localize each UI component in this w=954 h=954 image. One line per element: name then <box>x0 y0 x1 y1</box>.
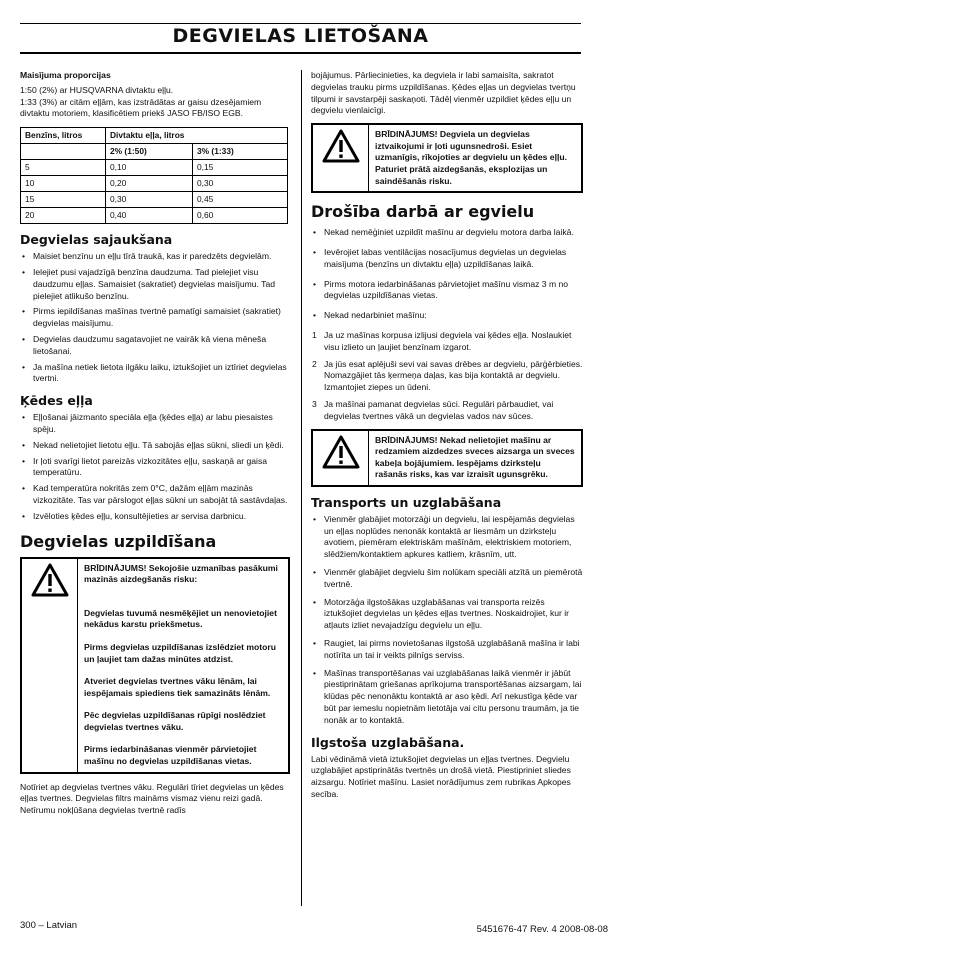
mixing-heading: Degvielas sajaukšana <box>20 232 173 248</box>
right-column <box>311 70 583 804</box>
page-title: DEGVIELAS LIETOŠANA <box>172 25 429 47</box>
table-cell: 5 <box>21 160 106 176</box>
list-item: • Izvēloties ķēdes eļļu, konsultējieties ar servisa darbnicu. <box>20 511 290 523</box>
table-row <box>21 176 288 192</box>
title-rule-bottom <box>20 52 581 54</box>
transport-list <box>311 514 583 727</box>
list-item: 1 Ja uz mašīnas korpusa izlijusi degviela vai ķēdes eļļa. Noslaukiet visu izlieto un ļaujiet benzīnam izgarot. <box>312 329 572 352</box>
table-cell: 0,60 <box>193 208 288 224</box>
list-item: 3 Ja mašīnai pamanat degvielas sūci. Regulāri pārbaudiet, vai degvielas tvertnes vākā un degvielas vados nav sūces. <box>312 398 554 421</box>
title-rule-top <box>20 23 581 24</box>
table-cell: 0,15 <box>193 160 288 176</box>
left-column <box>20 70 290 820</box>
mix-ratio-2pct: 1:50 (2%) ar HUSQVARNA divtaktu eļļu. <box>20 84 174 95</box>
long-term-storage-heading: Ilgstoša uzglabāšana. <box>311 734 465 750</box>
list-item: • Maisiet benzīnu un eļļu tīrā traukā, kas ir paredzēts degvielām. <box>20 251 290 263</box>
list-item: • Pirms motora iedarbināšanas pārvietojiet mašīnu vismaz 3 m no degvielas uzpildīšanas vietas. <box>311 279 583 303</box>
warning-text: Pirms iedarbināšanas vienmēr pārvietojiet mašīnu no degvielas uzpildīšanas vietas. <box>84 744 257 767</box>
table-cell: 0,30 <box>106 192 193 208</box>
table-cell: 0,20 <box>106 176 193 192</box>
fuel-safety-list <box>311 227 583 322</box>
table-row <box>21 208 288 224</box>
warning-triangle-icon <box>22 559 77 772</box>
warning-text: Pirms degvielas uzpildīšanas izslēdziet motoru un ļaujiet tam dažas minūtes atdzist. <box>84 641 276 664</box>
table-header-2pct: 2% (1:50) <box>106 144 193 160</box>
warning-text: Degvielas tuvumā nesmēķējiet un nenovietojiet nekādus karstu priekšmetus. <box>84 607 277 630</box>
fueling-warning-box <box>20 557 290 774</box>
transport-heading: Transports un uzglabāšana <box>311 494 502 510</box>
table-header-empty <box>21 144 106 160</box>
mix-title: Maisījuma proporcijas <box>20 70 111 80</box>
chain-oil-list <box>20 412 290 522</box>
list-item: • Nekad nemēģiniet uzpildīt mašīnu ar degvielu motora darba laikā. <box>311 227 583 239</box>
warning-text: BRĪDINĀJUMS! Degviela un degvielas iztvaikojumi ir ļoti ugunsnedroši. Esiet uzmanīgis, rīkojoties ar degvielu un ķēdes eļļu. Paturiet prātā aizdegšanās, eksplozijas un saindēšanās risku. <box>375 129 567 186</box>
table-cell: 0,30 <box>193 176 288 192</box>
table-cell: 0,45 <box>193 192 288 208</box>
list-item: • Vienmēr glabājiet motorzāģi un degvielu, lai iespējamās degvielas un eļļas noplūdes nenonāk kontaktā ar liesmām un dzirksteļu avotiem, piemēram elektriskām mašīnām, elektriskiem motoriem, slēdžiem/kontaktiem apkures katliem, krāsnīm, utt. <box>311 514 583 561</box>
warning-text: BRĪDINĀJUMS! Nekad nelietojiet mašīnu ar redzamiem aizdedzes sveces aizsarga un sveces kabeļa bojājumiem. Iespējams dzirksteļu rašanās risks, kas var izraisīt ugunsgrēku. <box>375 434 575 480</box>
fuel-safety-heading: Drošība darbā ar egvielu <box>311 202 535 222</box>
list-item: • Pirms iepildīšanas mašīnas tvertnē pamatīgi samaisiet (sakratiet) degvielas maisījumu. <box>20 306 290 330</box>
mixing-list <box>20 251 290 385</box>
never-run-list <box>311 330 583 423</box>
table-header-3pct: 3% (1:33) <box>193 144 288 160</box>
list-item: • Nekad nedarbiniet mašīnu: <box>311 310 583 322</box>
list-item: • Nekad nelietojiet lietotu eļļu. Tā sabojās eļļas sūkni, sliedi un ķēdi. <box>20 440 290 452</box>
list-item: 2 Ja jūs esat aplējuši sevi vai savas drēbes ar degvielu, pārģērbieties. Nomazgājiet tās ķermeņa daļas, kas bija kontaktā ar degvielu. Izmantojiet ziepes un ūdeni. <box>312 358 583 393</box>
table-cell: 10 <box>21 176 106 192</box>
table-row <box>21 160 288 176</box>
warning-text: BRĪDINĀJUMS! Sekojošie uzmanības pasākumi mazinās aizdegšanās risku: <box>84 562 278 585</box>
fuel-flammable-warning-box <box>311 123 583 193</box>
spark-plug-warning-box <box>311 429 583 487</box>
mix-table <box>20 127 288 224</box>
list-item: • Raugiet, lai pirms novietošanas ilgstošā uzglabāšanā mašīna ir labi notīrīta un tai ir veikts pilnīgs serviss. <box>311 638 583 662</box>
list-item: • Degvielas daudzumu sagatavojiet ne vairāk kā viena mēneša lietošanai. <box>20 334 290 358</box>
mix-ratio-3pct: 1:33 (3%) ar citām eļļām, kas izstrādātas ar gaisu dzesējamiem divtaktu motoriem, klasificētiem priekš JASO FB/ISO EGB. <box>20 96 262 119</box>
table-cell: 0,40 <box>106 208 193 224</box>
list-item: • Motorzāģa ilgstošākas uzglabāšanas vai transporta reizēs iztukšojiet degvielas un ķēdes eļļas tvertnes. Noskaidrojiet, kur ir atļauts izliet nevajadzīgu degvielu un eļļu. <box>311 597 583 632</box>
long-term-storage-text: Labi vēdināmā vietā iztukšojiet degvielas un eļļas tvertnes. Degvielu uzglabājiet apstiprinātās tvertnēs un drošā vietā. Piestipriniet sliedes aizsargu. Notīriet mašīnu. Lasiet norādījumus zem rubrikas Apkopes secība. <box>311 753 571 800</box>
list-item: • Mašīnas transportēšanas vai uzglabāšanas laikā vienmēr ir jābūt piestiprinātam griešanas aprīkojuma transportēšanas aizsargam, lai klūdas pēc nenonāktu kontaktā ar aso ķēdi. Arī nekustīga ķēde var būt par iemeslu nopietnām lietotāja vai citu personu traumām, ja tie nonāk ar to kontaktā. <box>311 668 583 727</box>
table-cell: 20 <box>21 208 106 224</box>
column-divider <box>301 70 302 906</box>
list-item: • Ievērojiet labas ventilācijas nosacījumus degvielas un degvielas maisījuma (benzīns un divtaktu eļļa) uzpildīšanas laikā. <box>311 247 583 271</box>
fueling-text: Notīriet ap degvielas tvertnes vāku. Regulāri tīriet degvielas un ķēdes eļļas tvertnes. Degvielas filtrs maināms vismaz vienu reizi gadā. Netīrumu nokļūšana degvielas tvertnē radīs <box>20 781 284 816</box>
list-item: • Ja mašīna netiek lietota ilgāku laiku, iztukšojiet un iztīriet degvielas tvertni. <box>20 362 290 386</box>
warning-text: Atveriet degvielas tvertnes vāku lēnām, lai iespējamais spiediens tiek samazināts lēnām. <box>84 676 271 698</box>
warning-triangle-icon <box>313 125 368 191</box>
fueling-heading: Degvielas uzpildīšana <box>20 531 217 551</box>
list-item: • Kad temperatūra nokritās zem 0°C, dažām eļļām mazinās vizkozitāte. Tas var pārslogot eļļas sūkni un sabojāt tā sastāvdaļas. <box>20 483 290 507</box>
warning-triangle-icon <box>313 431 368 485</box>
table-row <box>21 192 288 208</box>
table-header-oil: Divtaktu eļļa, litros <box>106 128 288 144</box>
warning-text: Pēc degvielas uzpildīšanas rūpīgi noslēdziet degvielas tvertnes vāku. <box>84 710 266 732</box>
chain-oil-heading: Ķēdes eļļa <box>20 393 93 409</box>
revision-info: 5451676-47 Rev. 4 2008-08-08 <box>476 924 608 935</box>
list-item: • Ielejiet pusi vajadzīgā benzīna daudzuma. Tad pielejiet visu daudzumu eļļas. Samaisiet (sakratiet) degvielas maisījumu. Tad pielejiet atlikušo benzīnu. <box>20 267 290 302</box>
table-cell: 0,10 <box>106 160 193 176</box>
list-item: • Ir ļoti svarīgi lietot pareizās vizkozitātes eļļu, saskaņā ar gaisa temperatūru. <box>20 456 290 480</box>
table-header-petrol: Benzīns, litros <box>21 128 106 144</box>
fueling-text-continued: bojājumus. Pārliecinieties, ka degviela ir labi samaisīta, sakratot degvielas trauku pirms uzpildīšanas. Ķēdes eļļas un degvielas tvertņu tilpumi ir savstarpēji saskaņoti. Tādēļ vienmēr uzpildiet ķēdes eļļu un degvielu vienlaicīgi. <box>311 70 576 116</box>
list-item: • Eļļošanai jāizmanto speciāla eļļa (ķēdes eļļa) ar labu piesaistes spēju. <box>20 412 290 436</box>
table-cell: 15 <box>21 192 106 208</box>
page-number: 300 – Latvian <box>20 920 78 931</box>
list-item: • Vienmēr glabājiet degvielu šim nolūkam speciāli atzītā un piemērotā tvertnē. <box>311 567 583 591</box>
